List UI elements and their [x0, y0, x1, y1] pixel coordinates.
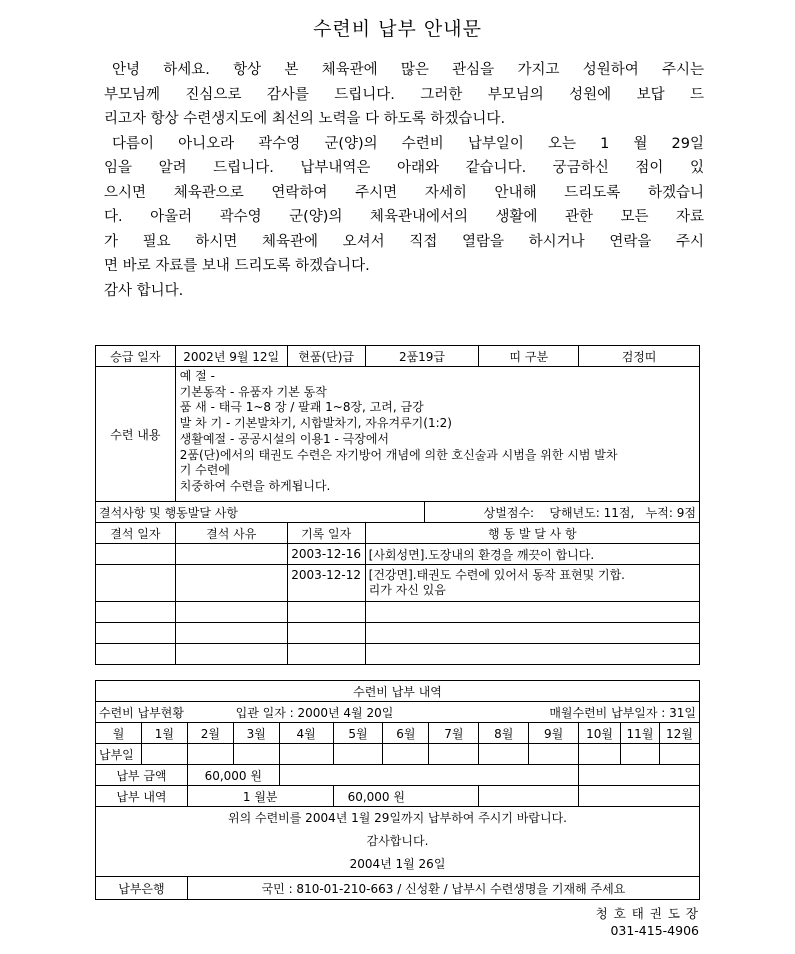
intro-text — [104, 58, 704, 303]
content-line: 치중하여 수련을 하게됩니다. — [179, 478, 331, 493]
month-cell: 3월 — [233, 723, 279, 744]
rank-label: 현품(단)급 — [287, 346, 365, 367]
intro-line: 다. 아울러 곽수영 군(양)의 체육관내에서의 생활에 관한 모든 자료 — [104, 209, 704, 225]
training-record-table — [95, 345, 700, 665]
merit-total: 누적: 9점 — [645, 505, 696, 520]
content-label: 수련 내용 — [96, 367, 176, 502]
content-line: 기본동작 - 유품자 기본 동작 — [179, 384, 327, 399]
month-cell: 8월 — [479, 723, 529, 744]
intro-line: 임을 알려 드립니다. 납부내역은 아래와 같습니다. 궁금하신 점이 있 — [104, 160, 704, 176]
month-cell: 6월 — [383, 723, 429, 744]
record-date: 2003-12-16 — [287, 544, 365, 565]
month-cell: 11월 — [621, 723, 660, 744]
behavior: 리가 자신 있음 — [368, 583, 446, 597]
table-row — [96, 544, 700, 565]
month-cell: 1월 — [141, 723, 187, 744]
content-line: 품 새 - 태극 1~8 장 / 팔괘 1~8장, 고려, 금강 — [179, 400, 424, 415]
table-row — [96, 623, 700, 644]
intro-line: 면 바로 자료를 보내 드리도록 하겠습니다. — [104, 258, 370, 274]
behavior-cell — [365, 565, 699, 602]
promo-date: 2002년 9월 12일 — [175, 346, 287, 367]
table-row — [96, 644, 700, 665]
intro-line: 가 필요 하시면 체육관에 오셔서 직접 열람을 하시거나 연락을 주시 — [104, 233, 704, 250]
content-cell — [175, 367, 699, 502]
detail-amount: 60,000 원 — [333, 786, 479, 807]
payment-notice: 위의 수련비를 2004년 1월 29일까지 납부하여 주시기 바랍니다. — [228, 811, 567, 825]
payment-header: 수련비 납부 내역 — [96, 681, 700, 702]
col-behavior: 행 동 발 달 사 항 — [365, 523, 699, 544]
intro-line: 으시면 체육관으로 연락하여 주시면 자세히 안내해 드리도록 하겠습니 — [104, 184, 704, 201]
table-row — [96, 602, 700, 623]
months-label: 월 — [96, 723, 142, 744]
month-cell: 7월 — [429, 723, 479, 744]
status-label: 수련비 납부현황 — [99, 705, 184, 720]
bank-value: 국민 : 810-01-210-663 / 신성환 / 납부시 수련생명을 기재해 주세요 — [187, 877, 699, 900]
belt-label: 띠 구분 — [479, 346, 579, 367]
month-cell: 9월 — [529, 723, 579, 744]
payment-table — [95, 680, 700, 900]
table-row — [96, 565, 700, 602]
month-cell: 2월 — [187, 723, 233, 744]
detail-period: 1 월분 — [187, 786, 333, 807]
behavior: [사회성면].도장내의 환경을 깨끗이 합니다. — [365, 544, 699, 565]
content-line: 기 수련에 — [179, 463, 230, 478]
notice-cell — [96, 807, 700, 877]
content-line: 2품(단)에서의 태권도 수련은 자기방어 개념에 의한 호신술과 시범을 위한 시범 발차 — [179, 447, 618, 462]
month-cell: 4월 — [279, 723, 333, 744]
content-line: 생활예절 - 공공시설의 이용1 - 극장에서 — [179, 431, 390, 446]
intro-line: 리고자 항상 수련생지도에 최선의 노력을 다 하도록 하겠습니다. — [104, 111, 506, 127]
monthly-date: 매월수련비 납부일자 : 31일 — [549, 705, 696, 720]
amount-label: 납부 금액 — [96, 765, 188, 786]
page-title: 수련비 납부 안내문 — [313, 18, 482, 40]
month-cell: 12월 — [659, 723, 699, 744]
amount-value: 60,000 원 — [187, 765, 279, 786]
month-cell: 5월 — [333, 723, 383, 744]
content-line: 예 절 - — [179, 369, 215, 383]
belt-value: 검정띠 — [579, 346, 700, 367]
intro-line: 부모님께 진심으로 감사를 드립니다. 그러한 부모님의 성원에 보답 드 — [104, 86, 704, 103]
payment-status-row — [96, 702, 700, 723]
org-phone: 031-415-4906 — [610, 923, 699, 938]
rank-value: 2품19급 — [365, 346, 479, 367]
intro-line: 안녕 하세요. 항상 본 체육관에 많은 관심을 가지고 성원하여 주시는 — [112, 62, 704, 78]
col-record-date: 기록 일자 — [287, 523, 365, 544]
payment-thanks: 감사합니다. — [366, 834, 429, 848]
merit-summary — [425, 502, 700, 523]
record-date: 2003-12-12 — [287, 565, 365, 602]
org-name: 청 호 태 권 도 장 — [595, 906, 699, 921]
bank-label: 납부은행 — [96, 877, 188, 900]
merit-label: 상벌점수: — [483, 505, 535, 520]
detail-label: 납부 내역 — [96, 786, 188, 807]
col-absent-date: 결석 일자 — [96, 523, 176, 544]
attendance-label: 결석사항 및 행동발달 사항 — [96, 502, 425, 523]
payment-date: 2004년 1월 26일 — [349, 857, 446, 871]
merit-year: 당해년도: 11점, — [549, 505, 635, 520]
intro-line: 다름이 아니오라 곽수영 군(양)의 수련비 납부일이 오는 1 월 29일 — [112, 135, 704, 152]
promo-label: 승급 일자 — [96, 346, 176, 367]
behavior: [건강면].태권도 수련에 있어서 동작 표현및 기합. — [368, 568, 625, 582]
month-cell: 10월 — [579, 723, 621, 744]
join-date: 입관 일자 : 2000년 4월 20일 — [235, 705, 394, 720]
content-line: 발 차 기 - 기본발차기, 시합발차기, 자유겨루기(1:2) — [179, 416, 452, 431]
intro-line: 감사 합니다. — [104, 282, 184, 299]
col-absent-reason: 결석 사유 — [175, 523, 287, 544]
paid-label: 납부일 — [96, 744, 142, 765]
